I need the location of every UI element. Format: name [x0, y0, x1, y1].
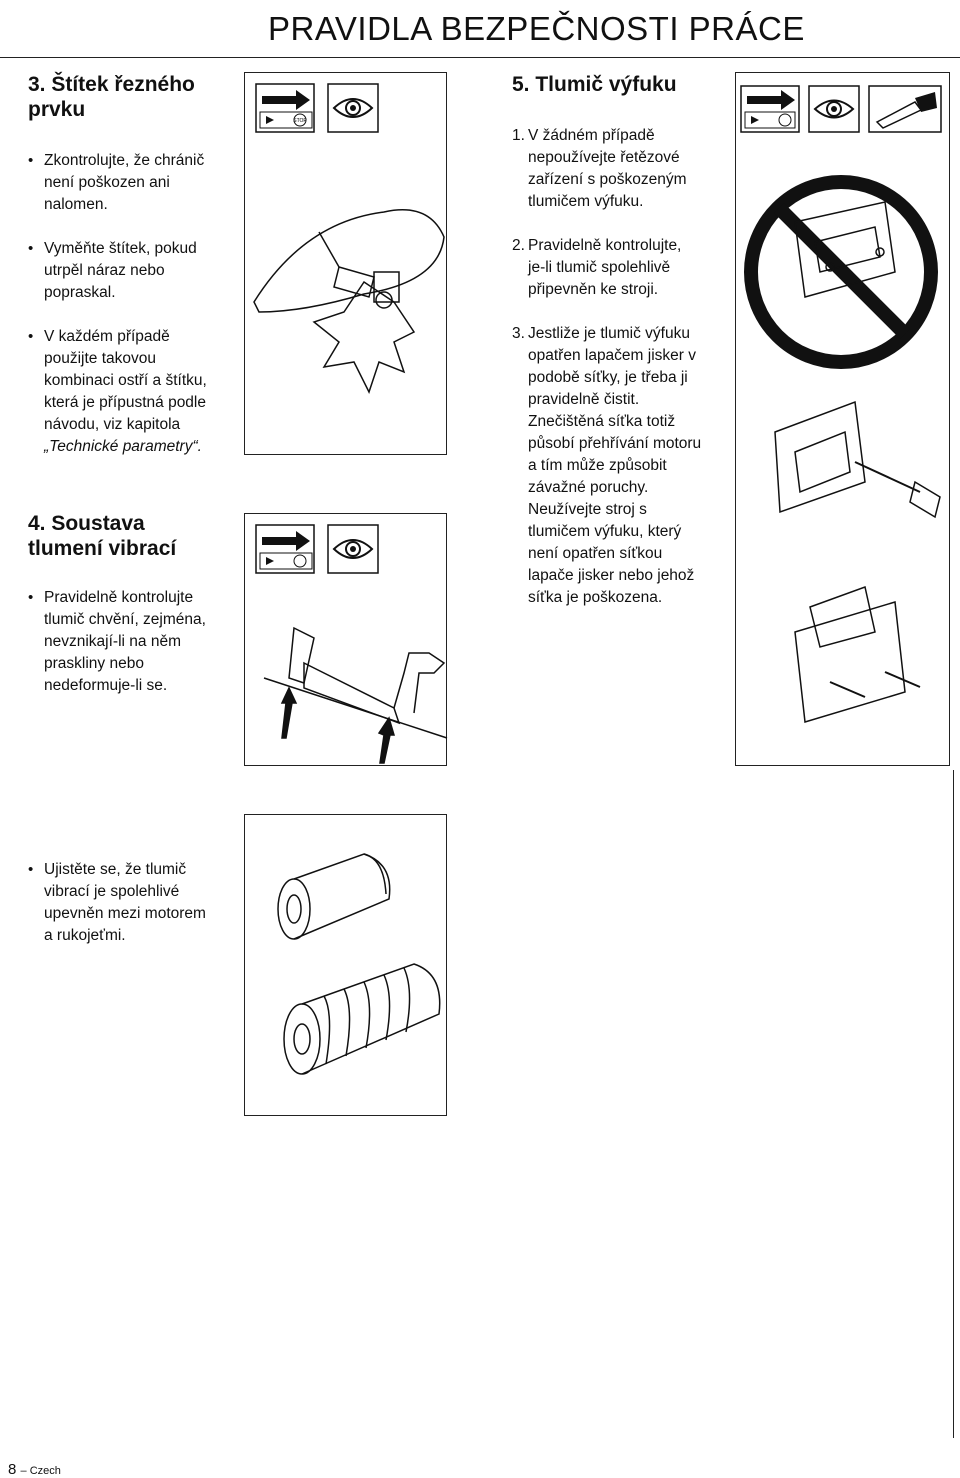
text-line: nedeformuje-li se. [44, 677, 168, 694]
text-line: a rukojeťmi. [44, 927, 126, 944]
damper-drawing [278, 854, 440, 1074]
text-line: lapače jisker nebo jehož [528, 567, 695, 584]
text-line: • V každém případě [44, 328, 170, 345]
section-4-heading-line: 4. Soustava [28, 512, 145, 535]
list-item [28, 587, 206, 697]
text-line: nalomen. [44, 196, 108, 213]
text-line: • Zkontrolujte, že chránič [44, 152, 205, 169]
text-line: Jestliže je tlumič výfuku [528, 325, 690, 342]
page-number: 8 [8, 1461, 17, 1478]
text-line: tlumičem výfuku. [528, 193, 644, 210]
handle-drawing [264, 628, 447, 763]
text-line: pravidelně čistit. [528, 391, 640, 408]
section-3-heading-line: 3. Štítek řezného [28, 73, 195, 96]
text-line: praskliny nebo [44, 655, 144, 672]
arrow-stop-icon [741, 86, 799, 132]
text-line: utrpěl náraz nebo [44, 262, 165, 279]
list-item [512, 235, 681, 301]
text-line: popraskal. [44, 284, 116, 301]
margin-line [953, 770, 954, 1438]
text-line: V žádném případě [528, 127, 655, 144]
text-line: nevznikají-li na něm [44, 633, 181, 650]
arrow-stop-icon [256, 525, 314, 573]
prohibition-icon [751, 182, 931, 362]
eye-icon [328, 84, 378, 132]
eye-icon [809, 86, 859, 132]
list-item [28, 150, 204, 216]
text-line: návodu, viz kapitola [44, 416, 181, 433]
text-line: zařízení s poškozeným [528, 171, 687, 188]
brush-icon [869, 86, 941, 132]
text-line: upevněn mezi motorem [44, 905, 206, 922]
item-number: 2. [512, 237, 525, 254]
eye-icon [328, 525, 378, 573]
section-4-heading [28, 511, 176, 561]
text-line: síťka je poškozena. [528, 589, 663, 606]
text-line: • Vyměňte štítek, pokud [44, 240, 197, 257]
text-line: opatřen lapačem jisker v [528, 347, 696, 364]
page-title: PRAVIDLA BEZPEČNOSTI PRÁCE [268, 10, 805, 47]
text-line: a tím může způsobit [528, 457, 667, 474]
section-3-heading-line: prvku [28, 98, 86, 121]
item-number: 1. [512, 127, 525, 144]
text-line: závažné poruchy. [528, 479, 649, 496]
text-line: působí přehřívání motoru [528, 435, 702, 452]
section-3-heading [28, 72, 195, 122]
text-line: „Technické parametry“. [44, 438, 202, 455]
text-line: Pravidelně kontrolujte, [528, 237, 682, 254]
text-line: podobě síťky, je třeba ji [528, 369, 688, 386]
vibration-damper-illustration [244, 814, 447, 1116]
section-5-heading: 5. Tlumič výfuku [512, 73, 677, 96]
title-rule [0, 57, 960, 58]
text-line: Neužívejte stroj s [528, 501, 647, 518]
blade-guard-illustration [244, 72, 447, 455]
text-line: tlumičem výfuku, který [528, 523, 682, 540]
text-line: tlumič chvění, zejména, [44, 611, 206, 628]
text-line: použijte takovou [44, 350, 157, 367]
item-number: 3. [512, 325, 525, 342]
footer-language: – Czech [20, 1465, 61, 1477]
list-item [28, 326, 207, 458]
text-line: kombinaci ostří a štítku, [44, 372, 207, 389]
text-line: • Ujistěte se, že tlumič [44, 861, 187, 878]
stop-text: STOP [293, 118, 307, 124]
text-line: připevněn ke stroji. [528, 281, 659, 298]
arrow-stop-icon [256, 84, 314, 132]
section-4-heading-line: tlumení vibrací [28, 537, 177, 560]
list-item [28, 859, 206, 947]
muffler-illustration [735, 72, 950, 766]
list-item [512, 323, 701, 609]
text-line: je-li tlumič spolehlivě [528, 259, 671, 276]
text-line: nepoužívejte řetězové [528, 149, 680, 166]
list-item [512, 125, 687, 213]
handle-illustration [244, 513, 447, 766]
blade-guard-drawing [254, 210, 444, 392]
text-line: která je přípustná podle [44, 394, 206, 411]
page-footer [8, 1461, 61, 1478]
text-line: • Pravidelně kontrolujte [44, 589, 194, 606]
list-item [28, 238, 197, 304]
text-line: není opatřen síťkou [528, 545, 663, 562]
text-line: není poškozen ani [44, 174, 170, 191]
text-line: vibrací je spolehlivé [44, 883, 180, 900]
text-line: Znečištěná síťka totiž [528, 413, 676, 430]
